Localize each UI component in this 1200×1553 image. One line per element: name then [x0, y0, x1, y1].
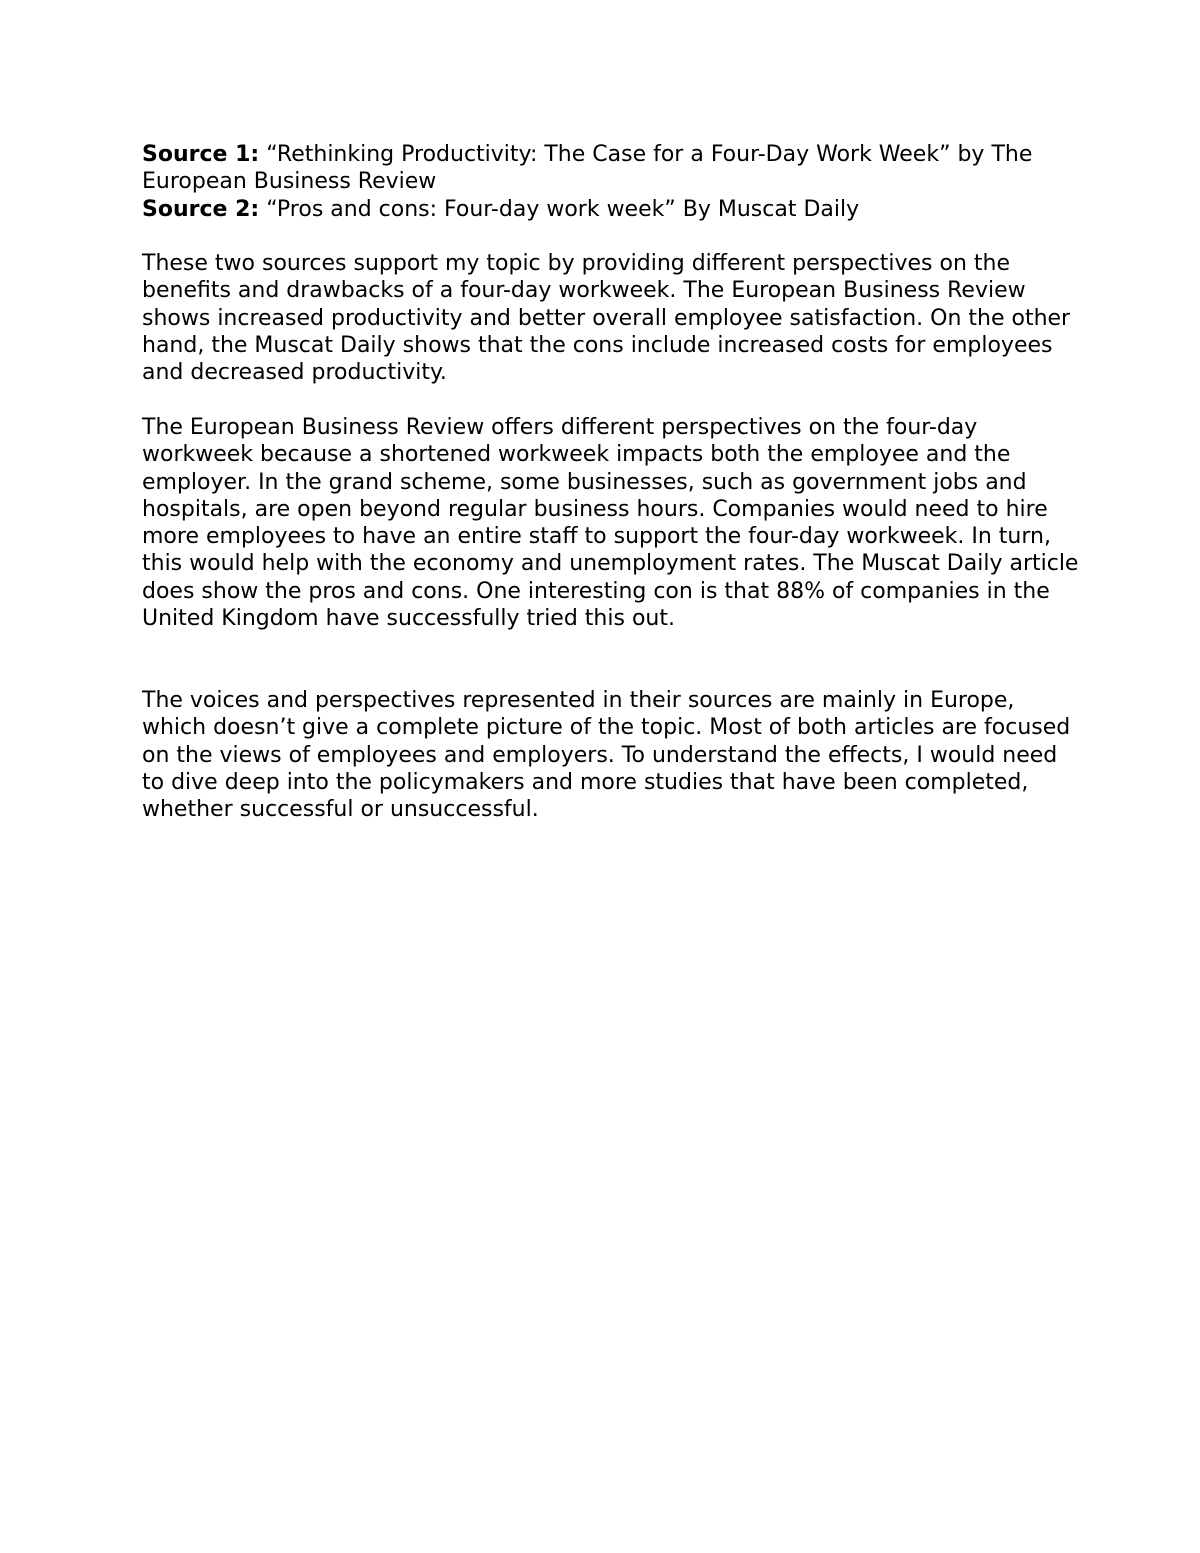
source-2-line — [142, 196, 1082, 223]
source-2-citation: “Pros and cons: Four-day work week” By Muscat Daily — [259, 196, 860, 222]
source-1-citation: “Rethinking Productivity: The Case for a Four-Day Work Week” by The European Business Review — [142, 142, 1033, 195]
source-1-label: Source 1: — [142, 142, 260, 167]
source-2-label: Source 2: — [142, 196, 260, 222]
paragraph-perspectives: The European Business Review offers different perspectives on the four-day workweek because a shortened workweek impacts both the employee and the employer. In the grand scheme, some businesses, such as government jobs and hospitals, are open beyond regular business hours. Companies would need to hire more employees to have an entire staff to support the four-day workweek. In turn, this would help with the economy and unemployment rates. The Muscat Daily article does show the pros and cons. One interesting con is that 88% of companies in the United Kingdom have successfully tried this out. — [142, 414, 1079, 632]
paragraph-support: These two sources support my topic by providing different perspectives on the benefits and drawbacks of a four-day workweek. The European Business Review shows increased productivity and better overall employee satisfaction. On the other hand, the Muscat Daily shows that the cons include increased costs for employees and decreased productivity. — [142, 251, 1071, 386]
document-body — [142, 141, 1082, 823]
paragraph-voices: The voices and perspectives represented in their sources are mainly in Europe, which doesn’t give a complete picture of the topic. Most of both articles are focused on the views of employees and employers. To understand the effects, I would need to dive deep into the policymakers and more studies that have been completed, whether successful or unsuccessful. — [142, 687, 1071, 823]
source-1-line — [142, 141, 1082, 196]
